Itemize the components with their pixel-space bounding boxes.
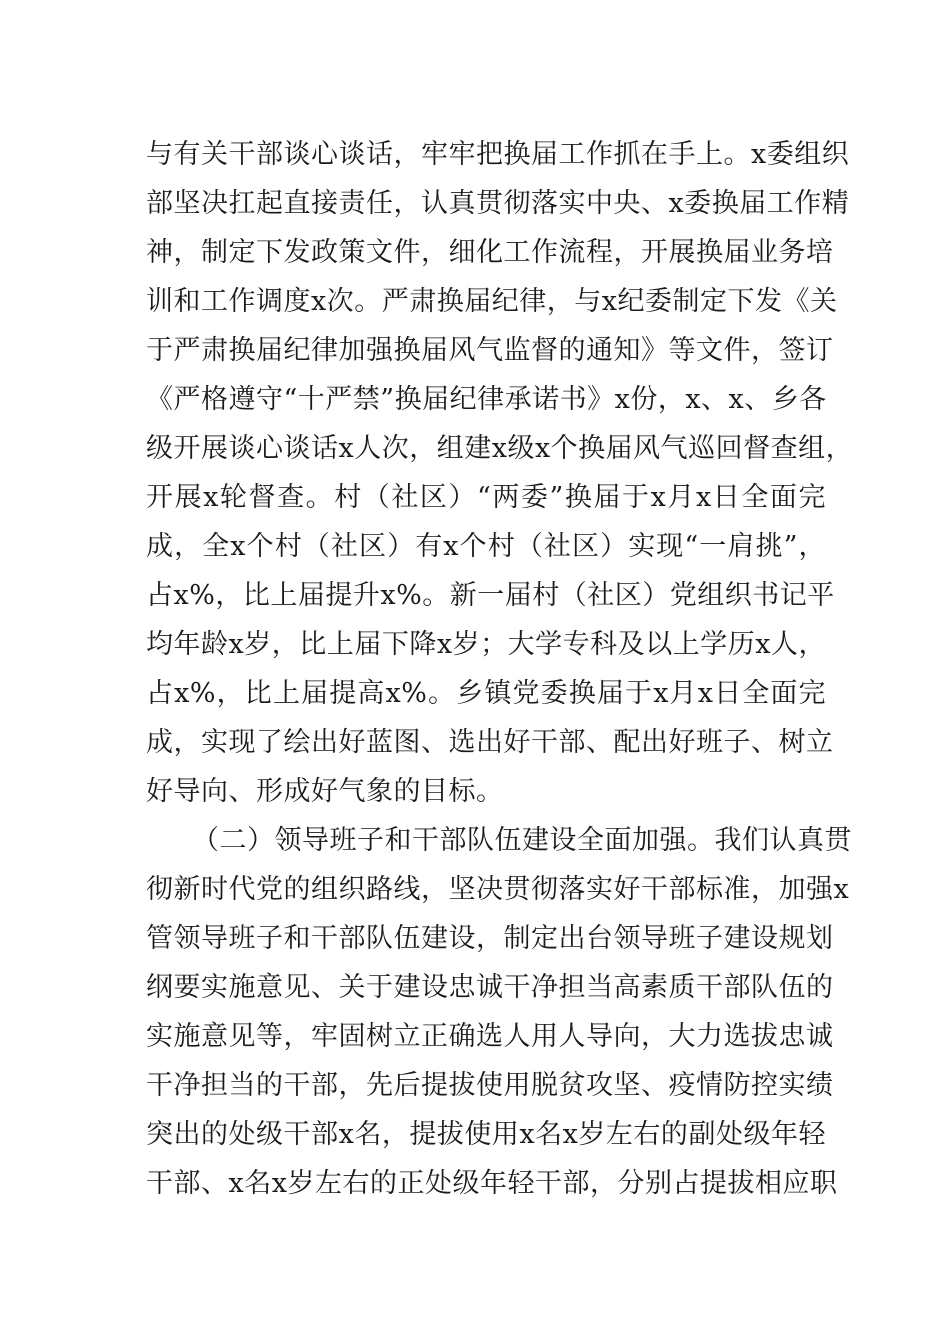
text-line: 级开展谈心谈话x人次，组建x级x个换届风气巡回督查组， bbox=[146, 433, 854, 464]
text-line: 训和工作调度x次。严肃换届纪律，与x纪委制定下发《关 bbox=[146, 286, 838, 317]
text-line: 成，实现了绘出好蓝图、选出好干部、配出好班子、树立 bbox=[146, 727, 834, 758]
text-line: 成，全x个村（社区）有x个村（社区）实现“一肩挑”， bbox=[146, 531, 826, 562]
text-line: 好导向、形成好气象的目标。 bbox=[146, 776, 504, 807]
text-line: 《严格遵守“十严禁”换届纪律承诺书》x份，x、x、乡各 bbox=[146, 384, 827, 415]
text-line: 管领导班子和干部队伍建设，制定出台领导班子建设规划 bbox=[146, 923, 834, 954]
text-line: 干净担当的干部，先后提拔使用脱贫攻坚、疫情防控实绩 bbox=[146, 1070, 834, 1101]
text-line: 均年龄x岁，比上届下降x岁；大学专科及以上学历x人， bbox=[146, 629, 826, 660]
text-line: 与有关干部谈心谈话，牢牢把换届工作抓在手上。x委组织 bbox=[146, 139, 850, 170]
text-line: 实施意见等，牢固树立正确选人用人导向，大力选拔忠诚 bbox=[146, 1021, 834, 1052]
text-line: 占x%，比上届提高x%。乡镇党委换届于x月x日全面完 bbox=[146, 678, 826, 709]
text-line: 纲要实施意见、关于建设忠诚干净担当高素质干部队伍的 bbox=[146, 972, 834, 1003]
text-line: 于严肃换届纪律加强换届风气监督的通知》等文件，签订 bbox=[146, 335, 834, 366]
text-line: 干部、x名x岁左右的正处级年轻干部，分别占提拔相应职 bbox=[146, 1168, 838, 1199]
text-line: 开展x轮督查。村（社区）“两委”换届于x月x日全面完 bbox=[146, 482, 826, 513]
text-line: 部坚决扛起直接责任，认真贯彻落实中央、x委换届工作精 bbox=[146, 188, 850, 219]
section-heading-line: （二）领导班子和干部队伍建设全面加强。我们认真贯 bbox=[192, 825, 852, 856]
text-line: 突出的处级干部x名，提拔使用x名x岁左右的副处级年轻 bbox=[146, 1119, 826, 1150]
text-line: 占x%，比上届提升x%。新一届村（社区）党组织书记平 bbox=[146, 580, 835, 611]
text-line: 彻新时代党的组织路线，坚决贯彻落实好干部标准，加强x bbox=[146, 874, 850, 905]
text-line: 神，制定下发政策文件，细化工作流程，开展换届业务培 bbox=[146, 237, 834, 268]
body-text bbox=[146, 130, 854, 1208]
